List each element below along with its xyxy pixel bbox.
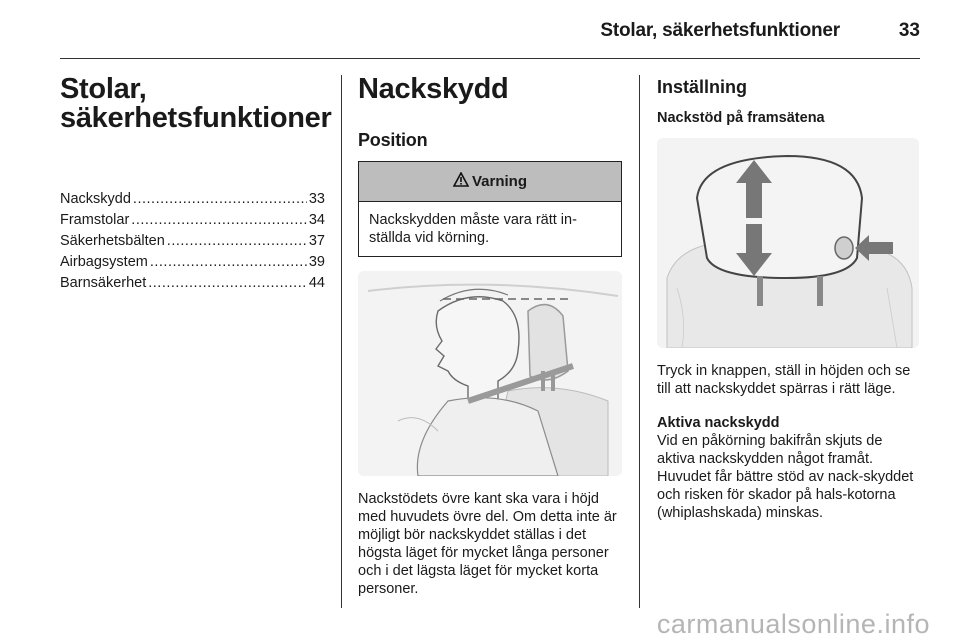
warning-header <box>359 162 621 202</box>
chapter-title: Stolar, säkerhetsfunktioner <box>60 73 332 134</box>
table-of-contents <box>60 189 325 294</box>
section-title: Inställning <box>657 77 747 97</box>
nackskydd-column <box>358 75 622 614</box>
toc-entry-framstolar[interactable]: Framstolar ..... 34 <box>60 210 325 231</box>
toc-entry-barnsakerhet[interactable]: Barnsäkerhet ..... 44 <box>60 273 325 294</box>
column-divider-1 <box>341 75 342 608</box>
toc-entry-airbagsystem[interactable]: Airbagsystem ..... 39 <box>60 252 325 273</box>
installning-column <box>657 75 922 538</box>
page-header-title: Stolar, säkerhetsfunktioner <box>600 20 840 41</box>
position-description: Nackstödets övre kant ska vara i höjd med huvudets övre del. Om detta inte är möjligt bör nackskyddet ställas i det högsta läget för mycket långa personer och i det lägsta läget för mycket korta personer. <box>358 491 617 597</box>
column-divider-2 <box>639 75 640 608</box>
active-head-restraints-heading: Aktiva nackskydd <box>657 415 780 431</box>
subsection-title: Nackstöd på framsätena <box>657 110 825 126</box>
adjustment-description: Tryck in knappen, ställ in höjden och se till att nackskyddet spärras i rätt läge. <box>657 363 911 397</box>
warning-title: Varning <box>471 173 527 190</box>
page-number: 33 <box>898 20 920 41</box>
watermark: carmanualsonline.info <box>656 609 930 639</box>
chapter-toc-column <box>60 73 332 294</box>
header-divider <box>60 58 920 59</box>
warning-box <box>358 161 622 257</box>
subsection-title: Position <box>358 130 428 150</box>
active-head-restraints-description: Vid en påkörning bakifrån skjuts de aktiva nackskydden något framåt. Huvudet får bättre stöd av nack-skyddet och risken för skador på hals-kotorna (whiplashskada) minskas. <box>657 433 914 521</box>
section-title: Nackskydd <box>358 73 509 105</box>
toc-entry-nackskydd[interactable]: Nackskydd ..... 33 <box>60 189 325 210</box>
toc-entry-sakerhetsbalten[interactable]: Säkerhetsbälten ..... 37 <box>60 231 325 252</box>
warning-triangle-icon <box>453 172 469 192</box>
head-restraint-position-illustration <box>358 271 622 476</box>
head-restraint-adjustment-illustration <box>657 138 919 348</box>
warning-text: Nackskydden måste vara rätt in-ställda vid körning. <box>369 212 577 246</box>
